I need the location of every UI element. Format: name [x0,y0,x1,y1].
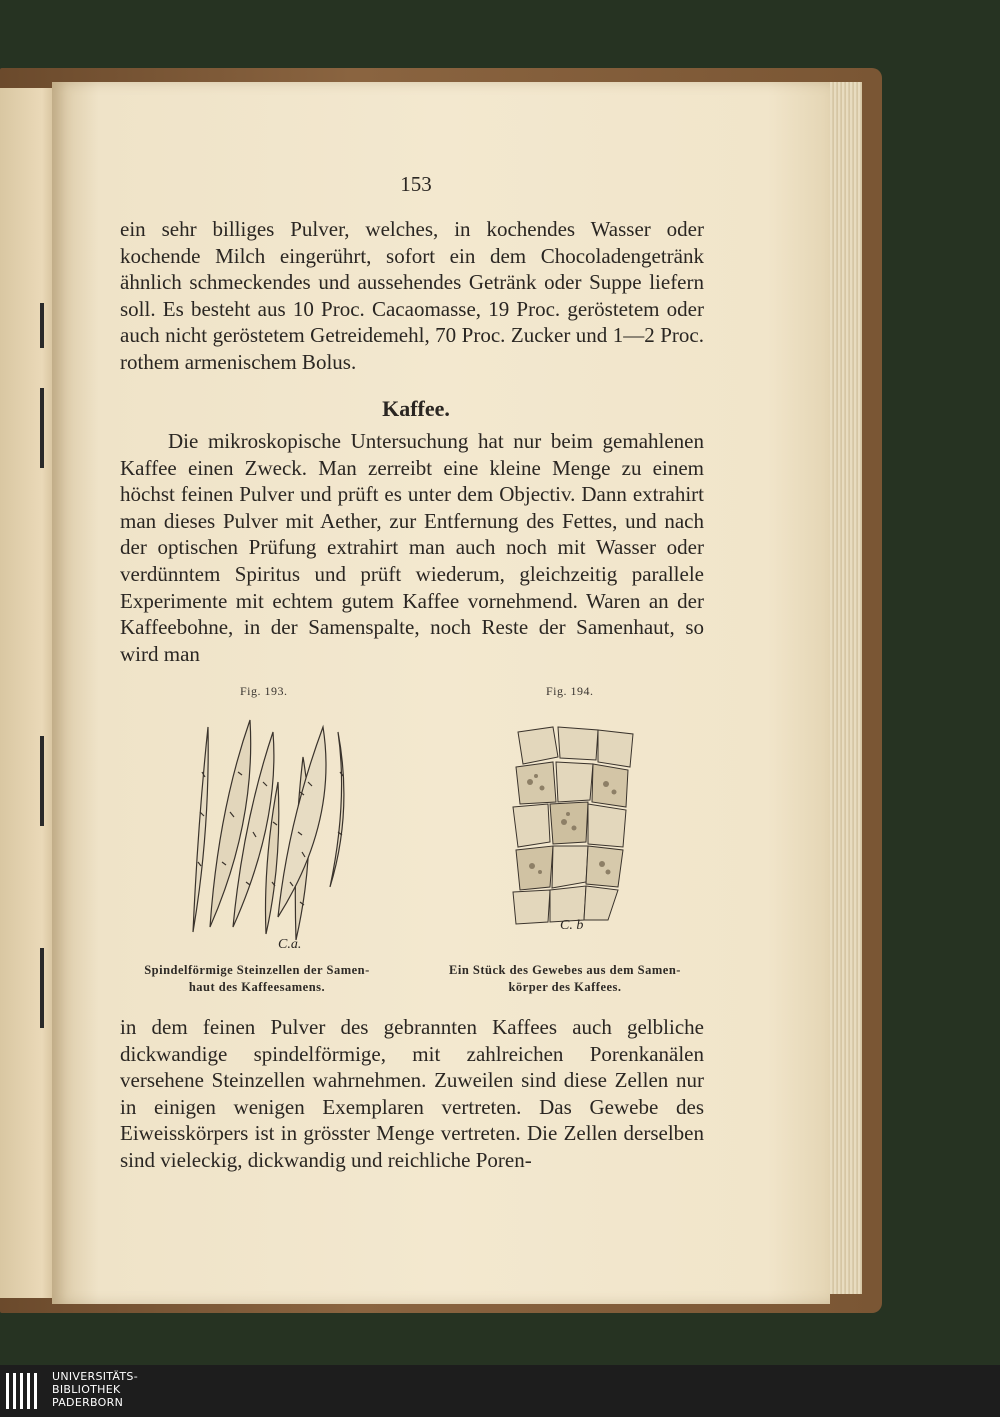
edge-mark [40,948,44,1028]
spindle-cells-illustration [178,712,348,952]
paragraph-kaffee-intro: Die mikroskopische Untersuchung hat nur beim gemahlenen Kaffee einen Zweck. Man zerreibt eine kleine Menge zu einem höchst feinen Pulver und prüft es unter dem Objectiv. Dann extrahirt man dieses Pulver mit Aether, zur Entfernung des Fettes, und nach der optischen Prüfung extrahirt man auch noch mit Wasser oder verdünntem Spiritus und prüft wiederum, gleichzeitig parallele Experimente mit echtem gutem Kaffee vornehmend. Waren an der Kaffeebohne, in der Samenspalte, noch Reste der Samenhaut, so wird man [120,429,704,666]
figure-194-sublabel: C. b [560,918,584,933]
figure-193-sublabel: C.a. [278,937,302,952]
paragraph-kaffee-continued: in dem feinen Pulver des gebrannten Kaffees auch gelbliche dickwandige spindelförmige, mit zahlreichen Porenkanälen versehene Steinzellen wahrnehmen. Zuweilen sind diese Zellen nur in einigen wenigen Exemplaren vertreten. Das Gewebe des Eiweisskörpers ist in grösster Menge vertreten. Die Zellen derselben sind vieleckig, dickwandig und reichliche Poren- [120,1015,704,1172]
figure-194-caption: Ein Stück des Gewebes aus dem Samen- körper des Kaffees. [449,963,681,994]
figure-193-label: Fig. 193. [240,684,288,698]
library-logo-icon [4,1371,46,1411]
library-logo-text: UNIVERSITÄTS- BIBLIOTHEK PADERBORN [52,1370,138,1409]
figure-194-label: Fig. 194. [546,684,594,698]
page-number: 153 [400,172,432,196]
section-heading-kaffee: Kaffee. [382,396,450,421]
edge-mark [40,303,44,348]
figure-193-caption: Spindelförmige Steinzellen der Samen- haut des Kaffeesamens. [144,963,370,994]
library-logo-bar [0,1365,1000,1417]
paragraph-cacao: ein sehr billiges Pulver, welches, in kochendes Wasser oder kochende Milch eingerührt, sofort ein dem Chocoladengetränk ähnlich schmeckendes und aussehendes Getränk oder Suppe liefern soll. Es besteht aus 10 Proc. Cacaomasse, 19 Proc. geröstetem oder auch nicht geröstetem Getreidemehl, 70 Proc. Zucker und 1—2 Proc. rothem armenischem Bolus. [120,217,704,374]
edge-mark [40,388,44,468]
book-page [52,82,830,1304]
tissue-section-illustration [498,722,648,937]
previous-page-edge [0,88,60,1298]
edge-mark [40,736,44,826]
